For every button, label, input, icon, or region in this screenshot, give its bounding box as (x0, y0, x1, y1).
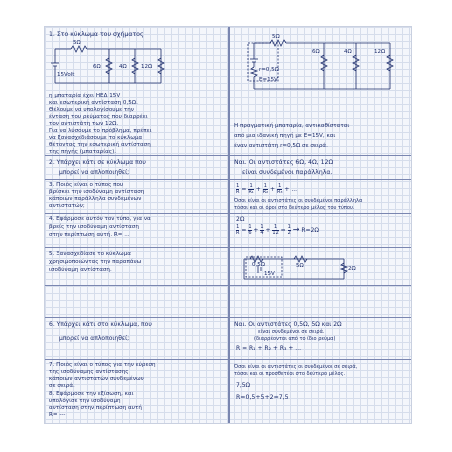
q5-r-series-label: 5Ω (296, 263, 304, 269)
q4-result: R=2Ω (301, 227, 319, 234)
q1r-r-internal-label: r=0,5Ω (259, 67, 279, 73)
q1-ans-line: από μια ιδανική πηγή με E=15V, και (234, 133, 336, 139)
q4-d1: 6 (248, 230, 252, 236)
q3-q-line: αντιστατών; (49, 203, 85, 209)
q5-emf-label: 15V (264, 271, 275, 277)
q1-r-a-label: 6Ω (93, 64, 101, 70)
q2-question-line: μπορεί να απλοποιηθεί; (59, 169, 130, 176)
q8-q-line: υπολόγισε την ισοδύναμη (49, 398, 121, 404)
q3-formula: $\frac{1}{R}$ = $\frac{1}{\text{R₁}}$ + $\frac{1}{\text{R₂}}$ + $\frac{1}{\text{R₃}}$ + ... (236, 183, 298, 195)
q1-body-line: και εσωτερική αντίσταση 0,5Ω. (49, 100, 138, 106)
q7-q-line: 7. Ποιός είναι ο τύπος για την εύρεση (49, 362, 156, 368)
q8-result-top: 7,5Ω (236, 382, 251, 389)
q3-lhs-num: 1 (236, 183, 240, 189)
q3-answer-line: τόσοι και οι όροι στο δεύτερο μέλος του τύπου. (234, 205, 355, 211)
q7-formula: R = R₁ + R₂ + R₃ + ... (236, 345, 301, 352)
q5-r-eq-label: 2Ω (348, 266, 356, 272)
q1-body-line: θέτοντας την εσωτερική αντίσταση (49, 142, 151, 148)
q1-r-series-label: 5Ω (73, 40, 81, 46)
q4-q-line: 4. Εφάρμοσε αυτόν τον τύπο, για να (49, 216, 151, 222)
q6-question-line: 6. Υπάρχει κάτι στο κύκλωμα, που (49, 321, 152, 328)
q1-circuit-diagram (49, 41, 169, 91)
q5-q-line: ισοδύναμη αντίσταση. (49, 267, 112, 273)
q7-q-line: κάποιων αντιστατών συνδεμένων (49, 376, 144, 382)
q3-q-line: βρίσκει την ισοδύναμη αντίσταση (49, 189, 145, 195)
q3-term3-den: R₃ (276, 189, 283, 195)
q1-ans-line: έναν αντιστάτη r=0,5Ω σε σειρά. (234, 143, 328, 149)
q1-r-b-label: 4Ω (119, 64, 127, 70)
q3-term2-den: R₂ (262, 189, 269, 195)
q7-answer-line: τόσοι και οι προσθετέοι στο δεύτερο μέλος. (234, 371, 346, 377)
q4-d2: 4 (260, 230, 264, 236)
q8-q-line: αντίσταση στην περίπτωση αυτή (49, 405, 142, 411)
q5-circuit-diagram (240, 253, 360, 283)
q4-result-top: 2Ω (236, 216, 245, 223)
q2-question-line: 2. Υπάρχει κάτι σε κύκλωμα που (49, 159, 146, 166)
q1-ans-line: Η πραγματική μπαταρία, αντικαθίσταται (234, 123, 350, 129)
q5-q-line: 5. Ξανασχεδίασε το κύκλωμα (49, 251, 131, 257)
q1-body-line: Για να λύσουμε το πρόβλημα, πρέπει (49, 128, 152, 134)
q4-d3: 12 (272, 230, 279, 236)
q1r-r-c-label: 12Ω (374, 49, 386, 55)
q4-q-line: στην περίπτωση αυτή. R= ... (49, 232, 130, 238)
q4-r-den: 2 (287, 230, 291, 236)
q3-term1-den: R₁ (248, 189, 254, 195)
q1-redrawn-circuit (240, 33, 400, 95)
q1-body-line: η μπαταρία έχει ΗΕΔ 15V (49, 93, 121, 99)
q8-q-line: R= --- (49, 412, 66, 418)
q4-q-line: βρείς την ισοδύναμη αντίσταση (49, 224, 139, 230)
q7-answer-line: Όσοι είναι οι αντιστάτες οι συνδεμένοι σε σειρά, (234, 364, 358, 370)
q1-body-line: να ξανασχεδιάσουμε το κύκλωμα (49, 135, 143, 141)
q3-lhs-den: R (236, 189, 240, 195)
q1r-emf-label: E=15V (259, 77, 278, 83)
q8-q-line: 8. Εφάρμοσε την εξίσωση, και (49, 391, 134, 397)
q3-formula-tail: + ... (284, 186, 298, 193)
q1-body-line: της πηγής (μπαταρίας). (49, 149, 117, 155)
worksheet-page (44, 26, 412, 424)
q1-prompt: 1. Στο κύκλωμα του σχήματος (49, 31, 144, 38)
q6-answer-line: Ναι. Οι αντιστάτες 0,5Ω, 5Ω και 2Ω (234, 321, 342, 328)
q1-r-c-label: 12Ω (141, 64, 153, 70)
q1r-r-a-label: 6Ω (312, 49, 320, 55)
q3-answer-line: Όσοι είναι οι αντιστάτες οι συνδεμένοι παράλληλα (234, 198, 363, 204)
questions-column (45, 27, 228, 423)
q1-body-line: ένταση του ρεύματος που διαρρέει (49, 114, 148, 120)
q2-answer-line: Ναι. Οι αντιστάτες 6Ω, 4Ω, 12Ω (234, 159, 334, 166)
q8-formula: R=0,5+5+2=7,5 (236, 394, 289, 401)
q1-source-label: 15Volt (57, 72, 75, 78)
q3-q-line: κάποιων παράλληλα συνδεμένων (49, 196, 142, 202)
q5-q-line: χρησιμοποιώντας την παραπάνω (49, 259, 142, 265)
q3-q-line: 3. Ποιός είναι ο τύπος που (49, 182, 124, 188)
q1r-r-series-label: 5Ω (272, 34, 280, 40)
q1-body-line: τον αντιστάτη των 12Ω. (49, 121, 119, 127)
q6-answer-line: είναι συνδεμένοι σε σειρά. (258, 329, 325, 335)
q4-formula: $\frac{1}{R}$ = $\frac{1}{6}$ + $\frac{1}{4}$ + $\frac{1}{12}$ = $\frac{1}{2}$ → R=2Ω (236, 224, 319, 236)
q6-question-line: μπορεί να απλοποιηθεί; (59, 335, 130, 342)
answers-column (230, 27, 411, 423)
q7-q-line: σε σειρά. (49, 383, 75, 389)
q2-answer-line: είναι συνδεμένοι παράλληλα. (242, 169, 333, 176)
q6-answer-line: (διαρρέονται από το ίδιο ρεύμα) (254, 336, 336, 342)
q1r-r-b-label: 4Ω (344, 49, 352, 55)
q1-body-line: Θέλουμε να υπολογίσουμε την (49, 107, 134, 113)
q7-q-line: της ισοδύναμης αντίστασης (49, 369, 129, 375)
q5-r-internal-label: 0,5Ω (252, 262, 265, 268)
